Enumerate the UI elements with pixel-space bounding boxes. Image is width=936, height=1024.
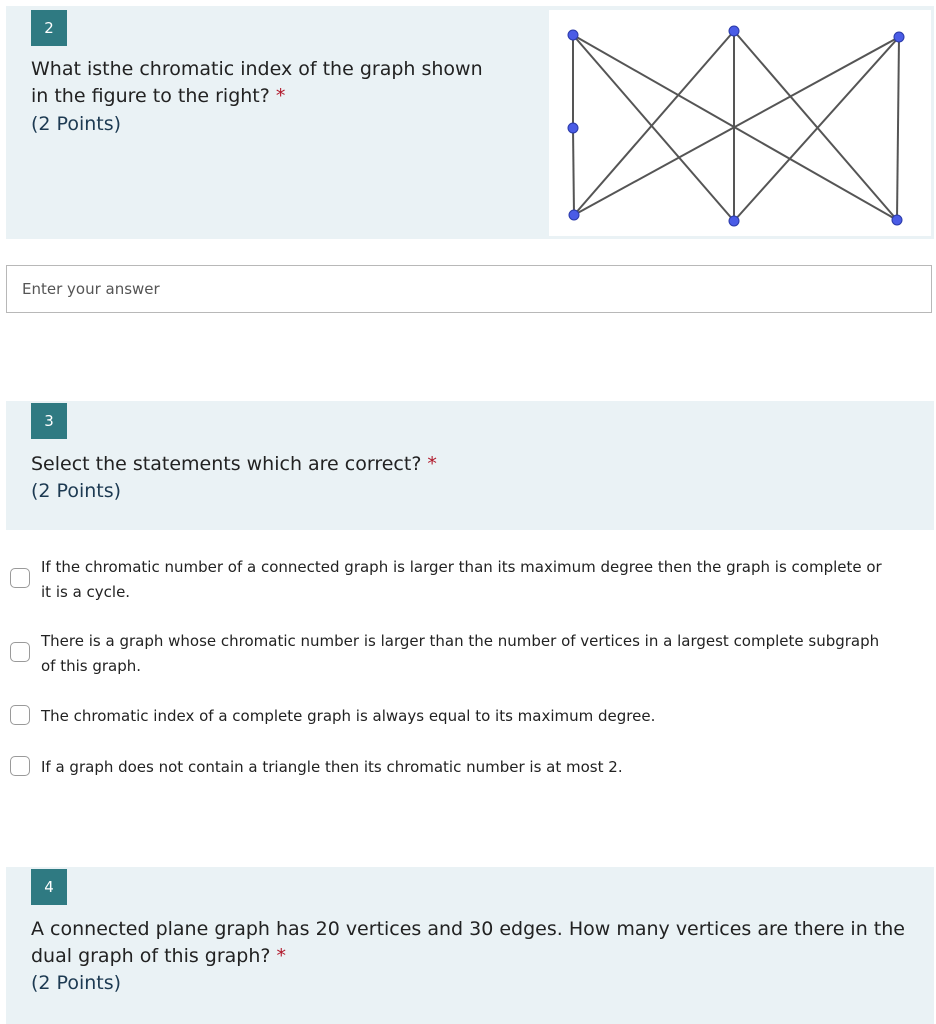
- graph-edge: [573, 128, 574, 215]
- graph-edge: [573, 35, 734, 221]
- question-title-line1: A connected plane graph has 20 vertices and 30 edges. How many vertices are there in the: [31, 918, 905, 940]
- question-points: (2 Points): [31, 113, 122, 135]
- graph-figure: [549, 10, 931, 236]
- graph-vertex-top-left: [568, 30, 578, 40]
- question-2-block: [6, 6, 934, 239]
- option-label[interactable]: If a graph does not contain a triangle then its chromatic number is at most 2.: [41, 758, 623, 776]
- question-3-block: [6, 401, 934, 530]
- graph-edge: [897, 37, 899, 220]
- option-checkbox[interactable]: [10, 756, 30, 776]
- option-item[interactable]: [0, 629, 936, 681]
- question-title: [31, 916, 921, 970]
- question-points: (2 Points): [31, 480, 122, 502]
- question-number-badge: 4: [31, 869, 67, 905]
- graph-figure-svg: [549, 10, 931, 236]
- option-label[interactable]: There is a graph whose chromatic number is larger than the number of vertices in a largest complete subgraph of this graph.: [41, 632, 880, 675]
- question-title-line2: in the figure to the right?: [31, 85, 270, 107]
- option-item[interactable]: [0, 704, 936, 732]
- required-star: *: [427, 453, 437, 475]
- graph-vertex-mid-left: [568, 123, 578, 133]
- question-title-line2: dual graph of this graph?: [31, 945, 271, 967]
- graph-vertex-top-right: [894, 32, 904, 42]
- graph-edge: [734, 31, 897, 220]
- graph-vertex-bottom-middle: [729, 216, 739, 226]
- graph-vertex-bottom-right: [892, 215, 902, 225]
- option-item[interactable]: [0, 555, 936, 607]
- question-4-block: [6, 867, 934, 1024]
- answer-input[interactable]: [6, 265, 932, 313]
- question-title-text: Select the statements which are correct?: [31, 453, 422, 475]
- option-label[interactable]: The chromatic index of a complete graph is always equal to its maximum degree.: [41, 707, 656, 725]
- question-points: (2 Points): [31, 972, 122, 994]
- option-checkbox[interactable]: [10, 642, 30, 662]
- option-label[interactable]: If the chromatic number of a connected graph is larger than its maximum degree then the graph is complete or it is a cycle.: [41, 558, 882, 601]
- question-title: [31, 56, 511, 110]
- question-number-badge: 2: [31, 10, 67, 46]
- required-star: *: [275, 85, 286, 107]
- option-item[interactable]: [0, 755, 936, 783]
- option-checkbox[interactable]: [10, 705, 30, 725]
- question-title-line1: What isthe chromatic index of the graph shown: [31, 58, 483, 80]
- graph-vertex-bottom-left: [569, 210, 579, 220]
- graph-vertex-top-middle: [729, 26, 739, 36]
- option-checkbox[interactable]: [10, 568, 30, 588]
- question-number-badge: 3: [31, 403, 67, 439]
- graph-edge: [574, 31, 734, 215]
- required-star: *: [276, 945, 286, 967]
- question-title: [31, 451, 437, 478]
